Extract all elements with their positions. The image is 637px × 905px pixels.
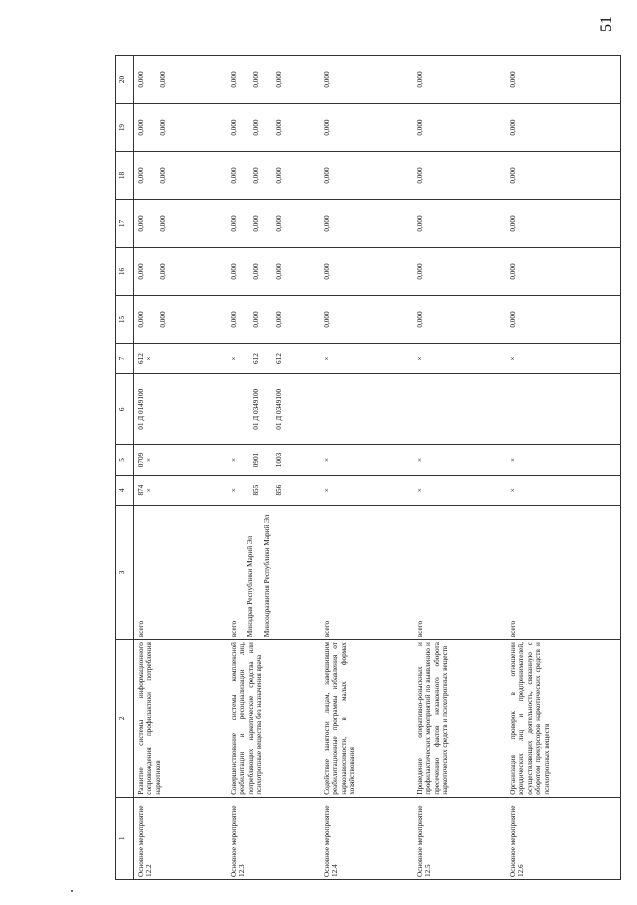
amount-value: 0,000 bbox=[416, 263, 424, 280]
column-header-2: 2 bbox=[116, 640, 134, 798]
column-header-3: 3 bbox=[116, 505, 134, 639]
amount-cell-v20 bbox=[134, 56, 228, 104]
code-value: × bbox=[323, 356, 331, 361]
scan-dot bbox=[71, 890, 73, 892]
code-value: × bbox=[416, 356, 424, 361]
amount-value: 0,000 bbox=[230, 167, 238, 184]
amount-cell-v18 bbox=[134, 152, 228, 200]
event-name-cell: Совершенствование системы комплексной реабилитации и ресоциализации лиц, потребляющих наркотические средства или психотропные вещества без назначения врача bbox=[227, 640, 320, 798]
amount-cell-v16 bbox=[320, 248, 413, 296]
code-cell-c5 bbox=[413, 445, 506, 475]
amount-value: 0,000 bbox=[252, 263, 261, 280]
event-cell: Основное мероприятие 12.3 bbox=[227, 797, 320, 879]
amount-cell-v19 bbox=[134, 104, 228, 152]
amount-value: 0,000 bbox=[230, 119, 238, 136]
table-row bbox=[227, 56, 320, 880]
amount-cell-v20 bbox=[506, 56, 621, 104]
amount-value: 0,000 bbox=[274, 263, 283, 280]
amount-value: 0,000 bbox=[230, 311, 238, 328]
amount-cell-v19 bbox=[506, 104, 621, 152]
code-value: × bbox=[230, 356, 238, 361]
amount-cell-v17 bbox=[413, 200, 506, 248]
source-line: Минсоцразвития Республики Марий Эл bbox=[262, 514, 271, 638]
amount-value: 0,000 bbox=[137, 215, 145, 232]
amount-value: 0,000 bbox=[416, 311, 424, 328]
amount-value: 0,000 bbox=[416, 215, 424, 232]
amount-value: 0,000 bbox=[509, 71, 517, 88]
amount-value: 0,000 bbox=[230, 263, 238, 280]
code-cell-c5 bbox=[227, 445, 320, 475]
amount-cell-v17 bbox=[227, 200, 320, 248]
amount-value: 0,000 bbox=[159, 215, 168, 232]
amount-value: 0,000 bbox=[230, 215, 238, 232]
table-row bbox=[506, 56, 621, 880]
amount-value: 0,000 bbox=[252, 311, 261, 328]
column-header-16: 16 bbox=[116, 248, 134, 296]
amount-value: 0,000 bbox=[416, 119, 424, 136]
event-cell: Основное мероприятие 12.6 bbox=[506, 797, 621, 879]
amount-value: 0,000 bbox=[274, 71, 283, 88]
code-cell-c7 bbox=[506, 343, 621, 373]
code-value bbox=[323, 376, 331, 442]
amount-value: 0,000 bbox=[274, 119, 283, 136]
amount-value: 0,000 bbox=[137, 71, 145, 88]
amount-value: 0,000 bbox=[323, 71, 331, 88]
amount-value: 0,000 bbox=[159, 71, 168, 88]
amount-value: 0,000 bbox=[509, 167, 517, 184]
source-cell bbox=[134, 505, 228, 639]
code-value: × bbox=[323, 488, 331, 493]
code-value: 0901 bbox=[252, 452, 261, 468]
amount-cell-v18 bbox=[227, 152, 320, 200]
column-header-1: 1 bbox=[116, 797, 134, 879]
code-value: × bbox=[509, 457, 517, 463]
amount-cell-v15 bbox=[227, 296, 320, 344]
amount-cell-v18 bbox=[413, 152, 506, 200]
amount-value: 0,000 bbox=[137, 167, 145, 184]
code-cell-c7 bbox=[413, 343, 506, 373]
code-value: 874 bbox=[137, 484, 145, 496]
amount-value: 0,000 bbox=[509, 215, 517, 232]
source-line: всего bbox=[323, 620, 331, 638]
amount-value: 0,000 bbox=[274, 215, 283, 232]
source-cell bbox=[413, 505, 506, 639]
amount-value: 0,000 bbox=[509, 263, 517, 280]
amount-value: 0,000 bbox=[159, 311, 168, 328]
budget-table bbox=[115, 55, 621, 880]
code-cell-c7 bbox=[320, 343, 413, 373]
code-value: × bbox=[509, 356, 517, 361]
amount-cell-v20 bbox=[413, 56, 506, 104]
amount-value: 0,000 bbox=[323, 167, 331, 184]
amount-value: 0,000 bbox=[274, 311, 283, 328]
amount-value: 0,000 bbox=[137, 119, 145, 136]
header-row bbox=[116, 56, 134, 880]
event-cell: Основное мероприятие 12.5 bbox=[413, 797, 506, 879]
amount-value: 0,000 bbox=[159, 263, 168, 280]
amount-value: 0,000 bbox=[509, 311, 517, 328]
source-cell bbox=[320, 505, 413, 639]
amount-cell-v19 bbox=[413, 104, 506, 152]
table-row bbox=[134, 56, 228, 880]
amount-value: 0,000 bbox=[137, 311, 145, 328]
amount-cell-v16 bbox=[227, 248, 320, 296]
source-line: всего bbox=[137, 620, 145, 638]
code-value: 01 Д 0349100 bbox=[274, 388, 283, 430]
code-mark: × bbox=[145, 356, 154, 361]
amount-value: 0,000 bbox=[230, 71, 238, 88]
rotated-table-wrapper bbox=[115, 55, 634, 880]
code-mark bbox=[145, 376, 153, 442]
table-row bbox=[320, 56, 413, 880]
code-value: 0709 bbox=[137, 452, 145, 468]
code-value: 612 bbox=[137, 353, 145, 364]
amount-cell-v17 bbox=[134, 200, 228, 248]
code-value: × bbox=[230, 457, 238, 463]
code-cell-c5 bbox=[506, 445, 621, 475]
source-line: всего bbox=[509, 620, 517, 638]
amount-value: 0,000 bbox=[323, 311, 331, 328]
column-header-20: 20 bbox=[116, 56, 134, 104]
source-cell bbox=[227, 505, 320, 639]
amount-value: 0,000 bbox=[252, 167, 261, 184]
code-value: 612 bbox=[274, 353, 283, 364]
event-name-cell: Проведение оперативно-розыскных и профилактических мероприятий по выявлению и пресечению фактов незаконного оборота наркотических средств и психотропных веществ bbox=[413, 640, 506, 798]
column-header-19: 19 bbox=[116, 104, 134, 152]
amount-cell-v15 bbox=[320, 296, 413, 344]
code-cell-c4 bbox=[320, 475, 413, 505]
code-cell-c6 bbox=[227, 374, 320, 445]
code-value bbox=[509, 376, 517, 442]
source-cell bbox=[506, 505, 621, 639]
amount-cell-v15 bbox=[506, 296, 621, 344]
amount-value: 0,000 bbox=[323, 119, 331, 136]
source-line: Минздрав Республики Марий Эл bbox=[246, 535, 255, 638]
code-cell-c7 bbox=[227, 343, 320, 373]
amount-value: 0,000 bbox=[416, 167, 424, 184]
amount-value: 0,000 bbox=[274, 167, 283, 184]
code-value: × bbox=[509, 488, 517, 493]
code-mark: × bbox=[145, 488, 154, 493]
code-value: × bbox=[323, 457, 331, 463]
amount-value: 0,000 bbox=[323, 215, 331, 232]
amount-cell-v16 bbox=[413, 248, 506, 296]
amount-value: 0,000 bbox=[137, 263, 145, 280]
code-cell-c6 bbox=[320, 374, 413, 445]
code-cell-c6 bbox=[506, 374, 621, 445]
amount-value: 0,000 bbox=[323, 263, 331, 280]
column-header-15: 15 bbox=[116, 296, 134, 344]
code-value: × bbox=[230, 488, 238, 493]
source-line: всего bbox=[416, 620, 424, 638]
amount-cell-v20 bbox=[227, 56, 320, 104]
amount-cell-v19 bbox=[320, 104, 413, 152]
amount-value: 0,000 bbox=[416, 71, 424, 88]
event-name-cell: Развитие системы информационного сопровождения профилактики потребления наркотиков bbox=[134, 640, 228, 798]
amount-cell-v17 bbox=[320, 200, 413, 248]
amount-cell-v17 bbox=[506, 200, 621, 248]
code-value: 612 bbox=[252, 353, 261, 364]
event-name-cell: Организация проверок в отношении юридических лиц и предпринимателей, осуществляющих деятельность, связанную с оборотом прекурсоров наркотических средств и психотропных веществ bbox=[506, 640, 621, 798]
page-number: 51 bbox=[598, 16, 615, 32]
amount-value: 0,000 bbox=[252, 71, 261, 88]
amount-cell-v18 bbox=[320, 152, 413, 200]
code-value: 855 bbox=[252, 484, 261, 496]
code-value: × bbox=[416, 457, 424, 463]
source-line: всего bbox=[230, 620, 238, 638]
amount-cell-v16 bbox=[506, 248, 621, 296]
code-cell-c5 bbox=[134, 445, 228, 475]
code-mark: × bbox=[145, 457, 154, 463]
column-header-18: 18 bbox=[116, 152, 134, 200]
event-cell: Основное мероприятие 12.4 bbox=[320, 797, 413, 879]
table-row bbox=[413, 56, 506, 880]
event-name-cell: Содействие занятости лицам, завершившим реабилитационные программы избавления от наркозависимости, в малых формах хозяйствования bbox=[320, 640, 413, 798]
column-header-6: 6 bbox=[116, 374, 134, 445]
code-cell-c4 bbox=[134, 475, 228, 505]
code-value: 856 bbox=[274, 484, 283, 496]
code-value: 1003 bbox=[274, 452, 283, 468]
amount-cell-v18 bbox=[506, 152, 621, 200]
code-value: 01 Д 0149100 bbox=[137, 388, 145, 430]
amount-value: 0,000 bbox=[159, 119, 168, 136]
event-cell: Основное мероприятие 12.2 bbox=[134, 797, 228, 879]
amount-cell-v16 bbox=[134, 248, 228, 296]
code-value bbox=[230, 376, 238, 442]
amount-value: 0,000 bbox=[252, 215, 261, 232]
code-cell-c6 bbox=[413, 374, 506, 445]
code-value: 01 Д 0349100 bbox=[252, 388, 261, 430]
amount-cell-v20 bbox=[320, 56, 413, 104]
code-cell-c4 bbox=[506, 475, 621, 505]
column-header-17: 17 bbox=[116, 200, 134, 248]
amount-cell-v15 bbox=[134, 296, 228, 344]
code-cell-c4 bbox=[227, 475, 320, 505]
code-cell-c5 bbox=[320, 445, 413, 475]
code-cell-c4 bbox=[413, 475, 506, 505]
code-value: × bbox=[416, 488, 424, 493]
code-cell-c6 bbox=[134, 374, 228, 445]
amount-value: 0,000 bbox=[252, 119, 261, 136]
column-header-7: 7 bbox=[116, 343, 134, 373]
amount-cell-v15 bbox=[413, 296, 506, 344]
amount-value: 0,000 bbox=[159, 167, 168, 184]
code-value bbox=[416, 376, 424, 442]
amount-value: 0,000 bbox=[509, 119, 517, 136]
column-header-5: 5 bbox=[116, 445, 134, 475]
column-header-4: 4 bbox=[116, 475, 134, 505]
code-cell-c7 bbox=[134, 343, 228, 373]
amount-cell-v19 bbox=[227, 104, 320, 152]
